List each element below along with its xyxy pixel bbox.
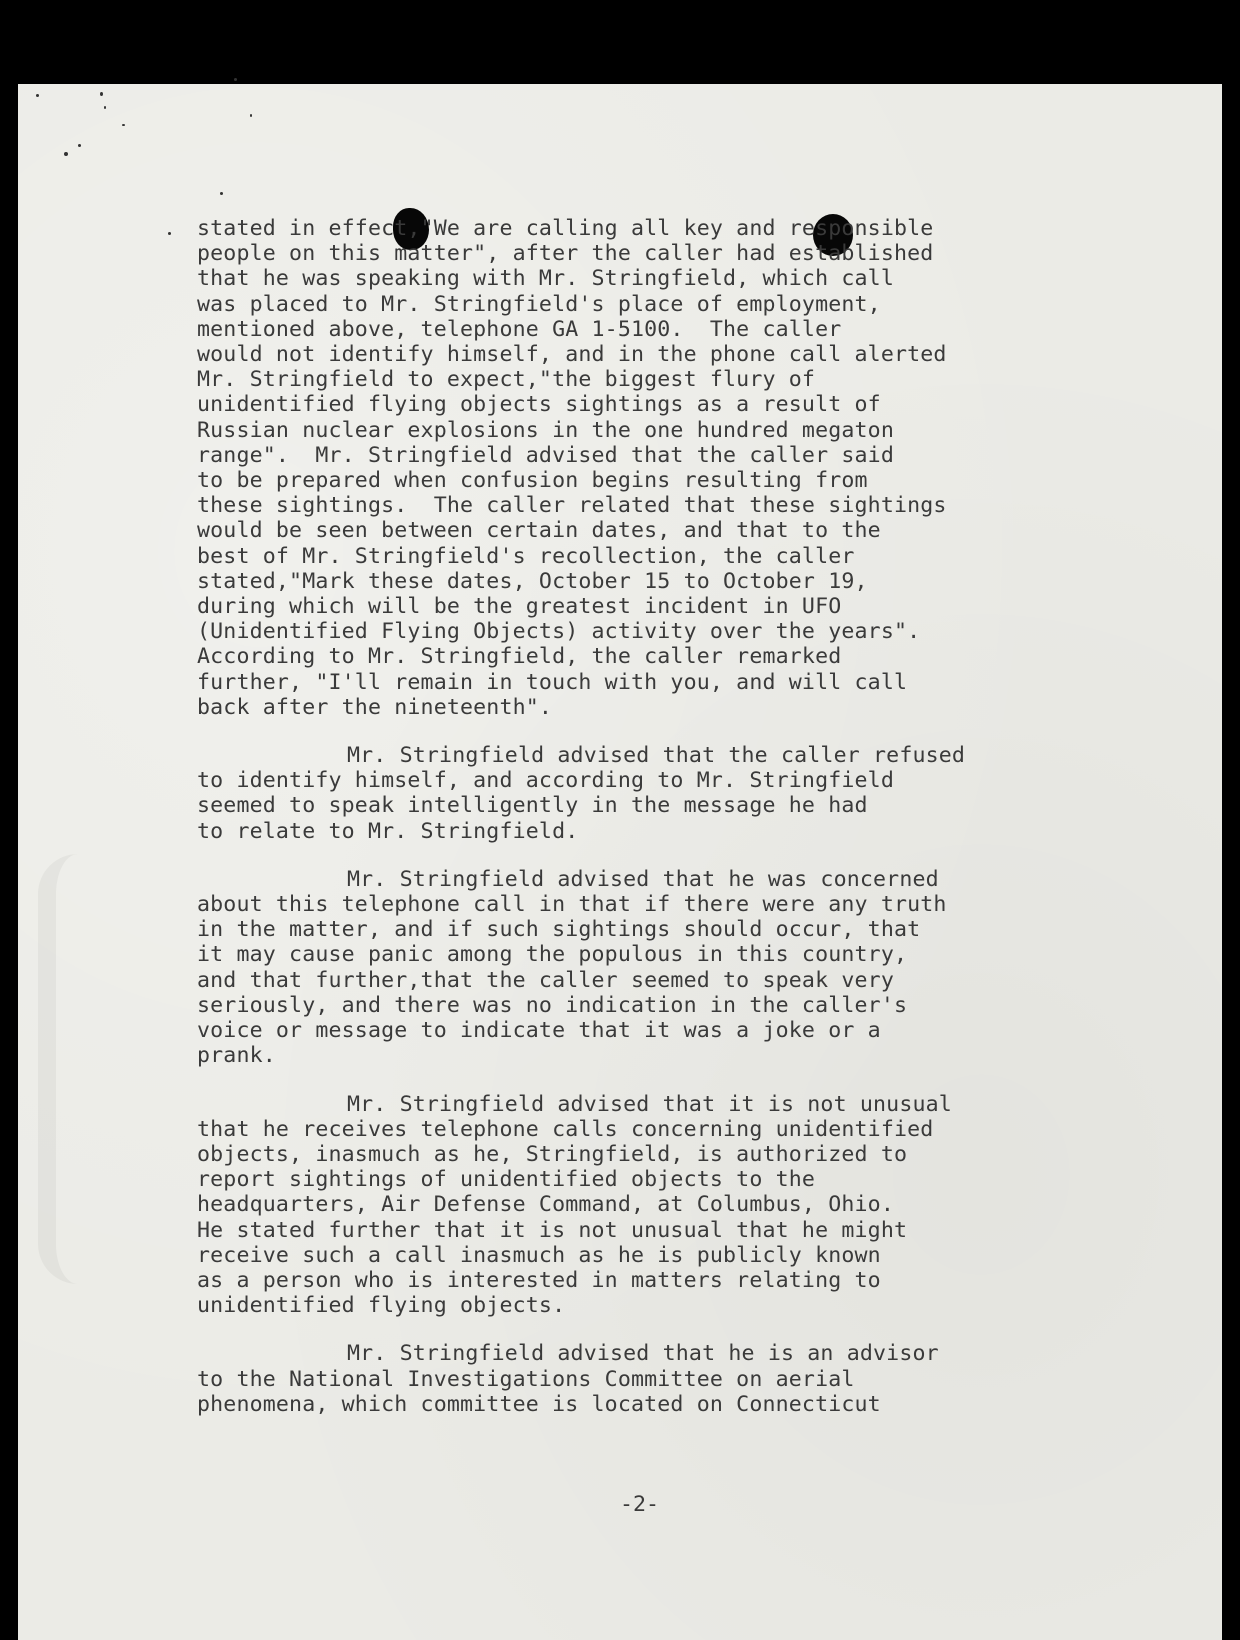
text-line: that he was speaking with Mr. Stringfield, which call [197,266,894,292]
text-line: Russian nuclear explosions in the one hundred megaton [197,417,894,443]
text-line: further, "I'll remain in touch with you, and will call [197,669,908,695]
text-line: Mr. Stringfield to expect,"the biggest flury of [197,367,816,393]
body-paragraph [197,1341,1077,1417]
text-line: best of Mr. Stringfield's recollection, the caller [197,543,855,569]
text-line: about this telephone call in that if there were any truth [197,892,947,918]
text-line: (Unidentified Flying Objects) activity over the years". [197,619,921,645]
text-line: stated,"Mark these dates, October 15 to October 19, [197,568,868,594]
text-line: report sightings of unidentified objects to the [197,1167,816,1193]
text-line: to relate to Mr. Stringfield. [197,818,579,844]
text-line: these sightings. The caller related that these sightings [197,493,947,519]
page-number: -2- [620,1492,660,1517]
text-line: would not identify himself, and in the phone call alerted [197,342,947,368]
body-paragraph [197,867,1077,1069]
text-line: seemed to speak intelligently in the message he had [197,793,868,819]
text-line: it may cause panic among the populous in this country, [197,942,908,968]
text-line: Mr. Stringfield advised that he was concerned [347,866,939,892]
ink-speck [100,92,103,96]
text-line: as a person who is interested in matters relating to [197,1267,881,1293]
body-paragraph [197,1092,1077,1319]
ink-speck [122,124,125,126]
body-paragraph [197,743,1077,844]
body-paragraph [197,216,1077,720]
text-line: mentioned above, telephone GA 1-5100. The caller [197,316,842,342]
text-line: Mr. Stringfield advised that it is not unusual [347,1091,952,1117]
text-line: to identify himself, and according to Mr. Stringfield [197,768,894,794]
ink-speck [234,78,237,81]
text-line: voice or message to indicate that it was a joke or a [197,1018,881,1044]
text-line: during which will be the greatest incident in UFO [197,594,842,620]
text-line: that he receives telephone calls concerning unidentified [197,1116,934,1142]
text-line: objects, inasmuch as he, Stringfield, is authorized to [197,1141,908,1167]
text-line: back after the nineteenth". [197,694,553,720]
text-line: to be prepared when confusion begins resulting from [197,468,868,494]
text-line: seriously, and there was no indication in the caller's [197,992,908,1018]
text-line: stated in effect,"We are calling all key and responsible [197,216,934,241]
ink-speck [104,106,106,109]
text-line: people on this matter", after the caller had established [197,241,934,267]
text-line: receive such a call inasmuch as he is publicly known [197,1242,881,1268]
ink-speck [64,152,68,156]
text-line: would be seen between certain dates, and that to the [197,518,881,544]
text-line: According to Mr. Stringfield, the caller remarked [197,644,842,670]
ink-speck [250,114,252,117]
text-line: prank. [197,1043,276,1069]
text-line: Mr. Stringfield advised that he is an advisor [347,1341,939,1367]
ink-speck [78,144,81,147]
text-line: unidentified flying objects. [197,1293,566,1319]
text-line: phenomena, which committee is located on Connecticut [197,1391,881,1417]
ink-speck [168,232,171,235]
text-line: Mr. Stringfield advised that the caller refused [347,743,966,769]
text-line: to the National Investigations Committee on aerial [197,1366,855,1392]
text-line: in the matter, and if such sightings should occur, that [197,917,921,943]
ink-speck [220,192,223,195]
letter-body [197,216,1077,1417]
text-line: He stated further that it is not unusual that he might [197,1217,908,1243]
text-line: headquarters, Air Defense Command, at Columbus, Ohio. [197,1192,894,1218]
text-line: was placed to Mr. Stringfield's place of employment, [197,291,881,317]
text-line: and that further,that the caller seemed to speak very [197,967,894,993]
ink-speck [36,94,39,97]
text-line: range". Mr. Stringfield advised that the caller said [197,442,894,468]
text-line: unidentified flying objects sightings as a result of [197,392,881,418]
